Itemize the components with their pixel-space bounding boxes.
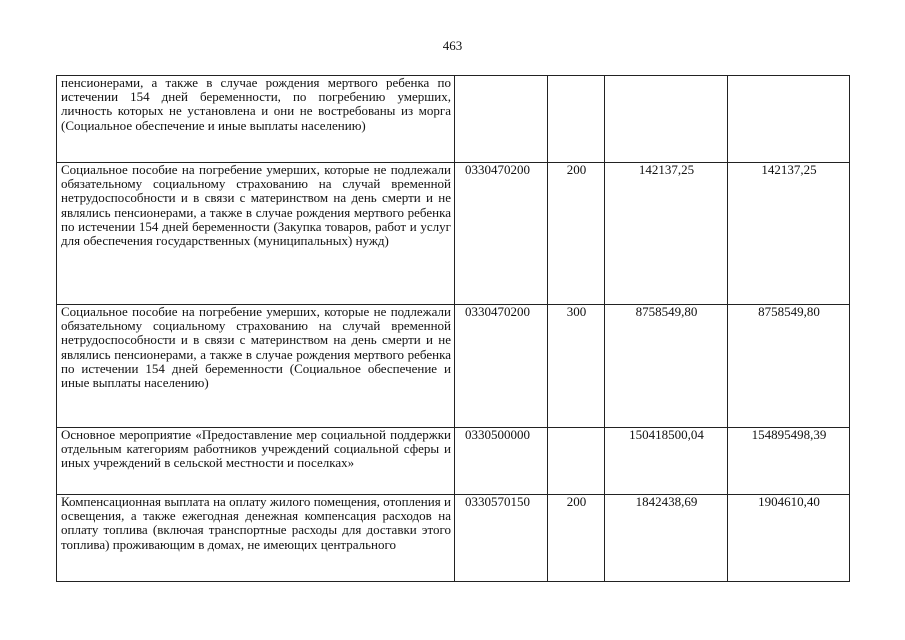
table-row — [57, 305, 850, 428]
table-row — [57, 76, 850, 163]
expense-type-cell — [548, 76, 605, 163]
expense-type-cell: 200 — [548, 495, 605, 582]
amount-cell-2: 142137,25 — [728, 163, 850, 305]
amount-cell-2: 1904610,40 — [728, 495, 850, 582]
amount-cell-1 — [605, 76, 728, 163]
code-cell: 0330470200 — [455, 305, 548, 428]
amount-cell-1: 8758549,80 — [605, 305, 728, 428]
amount-cell-2: 8758549,80 — [728, 305, 850, 428]
amount-cell-2: 154895498,39 — [728, 428, 850, 495]
description-cell-wrapper — [57, 495, 455, 582]
code-cell: 0330500000 — [455, 428, 548, 495]
code-cell — [455, 76, 548, 163]
amount-cell-1: 1842438,69 — [605, 495, 728, 582]
amount-cell-1: 142137,25 — [605, 163, 728, 305]
code-cell: 0330470200 — [455, 163, 548, 305]
table-row — [57, 163, 850, 305]
expense-type-cell — [548, 428, 605, 495]
table-row — [57, 495, 850, 582]
description-cell: пенсионерами, а также в случае рождения мертвого ребенка по истечении 154 дней беременности, по погребению умерших, личность которых не установлена и они не востребованы из морга (Социальное обеспечение и иные выплаты населению) — [57, 76, 455, 163]
description-cell: Компенсационная выплата на оплату жилого помещения, отопления и освещения, а также ежегодная денежная компенсация расходов на оплату топлива (включая транспортные расходы для доставки этого топлива) проживающим в домах, не имеющих центрального — [61, 495, 451, 552]
amount-cell-2 — [728, 76, 850, 163]
description-cell: Социальное пособие на погребение умерших, которые не подлежали обязательному социальному страхованию на случай временной нетрудоспособности и в связи с материнством на день смерти и не являлись пенсионерами, а также в случае рождения мертвого ребенка по истечении 154 дней беременности (Закупка товаров, работ и услуг для обеспечения государственных (муниципальных) нужд) — [57, 163, 455, 305]
page-number: 463 — [442, 38, 463, 53]
table-row — [57, 428, 850, 495]
code-cell: 0330570150 — [455, 495, 548, 582]
description-cell: Основное мероприятие «Предоставление мер социальной поддержки отдельным категориям работников учреждений социальной сферы и иных учреждений в сельской местности и поселках» — [57, 428, 455, 495]
budget-table — [56, 75, 850, 582]
expense-type-cell: 200 — [548, 163, 605, 305]
expense-type-cell: 300 — [548, 305, 605, 428]
amount-cell-1: 150418500,04 — [605, 428, 728, 495]
description-cell: Социальное пособие на погребение умерших, которые не подлежали обязательному социальному страхованию на случай временной нетрудоспособности и в связи с материнством на день смерти и не являлись пенсионерами, а также в случае рождения мертвого ребенка по истечении 154 дней беременности (Социальное обеспечение и иные выплаты населению) — [57, 305, 455, 428]
